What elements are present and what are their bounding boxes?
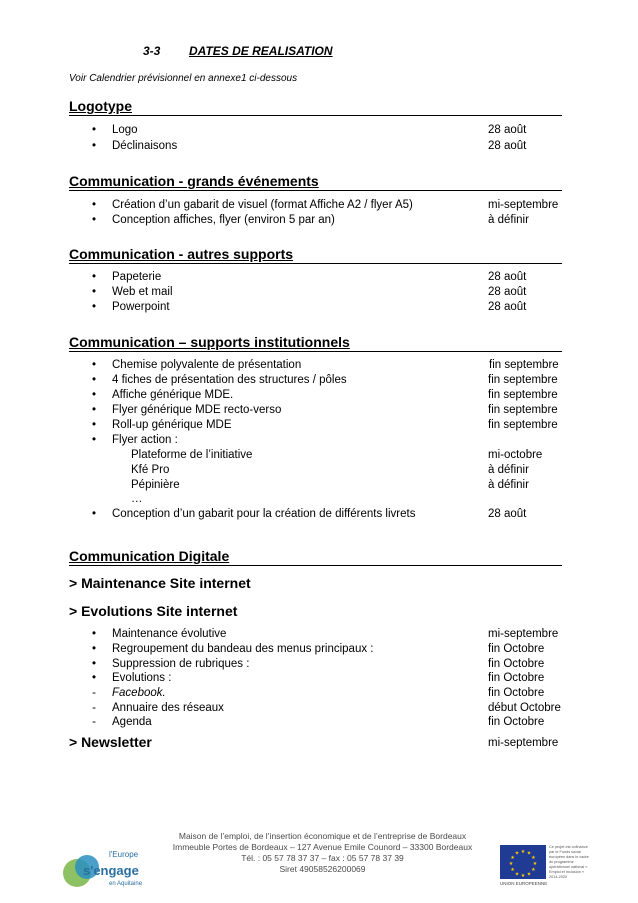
- heading-number: 3-3: [143, 44, 161, 58]
- list-item: • Déclinaisons 28 août: [91, 140, 527, 152]
- svg-text:★: ★: [526, 871, 532, 878]
- svg-text:★: ★: [508, 861, 514, 867]
- maintenance-heading: > Maintenance Site internet: [69, 575, 251, 591]
- eu-flag-logo: [500, 845, 546, 879]
- svg-text:★: ★: [520, 873, 526, 879]
- svg-text:★: ★: [532, 861, 538, 867]
- sub-list-item: …: [131, 493, 143, 505]
- svg-text:s'engage: s'engage: [83, 863, 139, 878]
- newsletter-date: mi-septembre: [488, 737, 559, 749]
- list-item: - Facebook. fin Octobre: [92, 687, 545, 699]
- footer-address: Maison de l’emploi, de l’insertion économique et de l’entreprise de Bordeaux Immeuble Portes de Bordeaux – 127 Avenue Emile Counord – 33300 Bordeaux Tél. : 05 57 78 37 37 – fax : 05 57 78 37 39 Siret 49058526200069: [172, 831, 473, 874]
- newsletter-heading: > Newsletter: [69, 734, 152, 750]
- intro-text: Voir Calendrier prévisionnel en annexe1 ci-dessous: [69, 73, 298, 84]
- list-item: • Conception affiches, flyer (environ 5 par an) à définir: [91, 214, 529, 226]
- list-item: • Flyer générique MDE recto-verso fin septembre: [91, 404, 558, 416]
- section-autres-title: Communication - autres supports: [69, 246, 562, 264]
- evolutions-heading: > Evolutions Site internet: [69, 603, 238, 619]
- sub-list-item: Pépinière à définir: [131, 479, 529, 491]
- svg-text:l'Europe: l'Europe: [109, 850, 139, 859]
- list-item: • Maintenance évolutive mi-septembre: [91, 628, 559, 640]
- eu-caption: UNION EUROPEENNE: [500, 881, 548, 886]
- sub-list-item: Plateforme de l’initiative mi-octobre: [131, 449, 543, 461]
- list-item: • Création d’un gabarit de visuel (format Affiche A2 / flyer A5) mi-septembre: [91, 199, 559, 211]
- svg-text:★: ★: [510, 855, 515, 861]
- list-item: - Annuaire des réseaux début Octobre: [92, 702, 561, 714]
- heading-title: DATES DE REALISATION: [189, 44, 333, 58]
- list-item: • Suppression de rubriques : fin Octobre: [91, 658, 545, 670]
- section-logotype-title: Logotype: [69, 98, 562, 116]
- list-item: • Regroupement du bandeau des menus principaux : fin Octobre: [91, 643, 545, 655]
- svg-text:en Aquitaine: en Aquitaine: [109, 881, 143, 887]
- svg-text:★: ★: [526, 850, 532, 857]
- section-grands-title: Communication - grands événements: [69, 173, 562, 191]
- eu-cofinance-note: Ce projet est cofinancé par le Fonds social européen dans le cadre du programme opérationnel national « Emploi et Inclusion » 2014-2020: [549, 845, 589, 879]
- sub-list-item: Kfé Pro à définir: [131, 464, 529, 476]
- section-institutionnels-title: Communication – supports institutionnels: [69, 334, 562, 352]
- list-item: - Agenda fin Octobre: [92, 716, 545, 728]
- list-item: • Affiche générique MDE. fin septembre: [91, 389, 558, 401]
- list-item: • Web et mail 28 août: [91, 286, 527, 298]
- section-digitale-title: Communication Digitale: [69, 548, 562, 566]
- list-item: • Logo 28 août: [91, 124, 527, 136]
- svg-text:★: ★: [520, 849, 526, 855]
- europe-engage-logo: [57, 845, 155, 891]
- list-item: • Roll-up générique MDE fin septembre: [91, 419, 558, 431]
- list-item: • Evolutions : fin Octobre: [91, 672, 545, 684]
- list-item: • 4 fiches de présentation des structures / pôles fin septembre: [91, 374, 558, 386]
- svg-text:★: ★: [531, 855, 536, 861]
- svg-text:★: ★: [514, 871, 520, 878]
- svg-text:★: ★: [531, 867, 536, 873]
- list-item: • Flyer action :: [91, 434, 178, 446]
- list-item: • Chemise polyvalente de présentation fin septembre: [91, 359, 559, 371]
- svg-text:★: ★: [514, 850, 520, 857]
- svg-text:★: ★: [510, 867, 515, 873]
- list-item: • Powerpoint 28 août: [91, 301, 527, 313]
- list-item: • Papeterie 28 août: [91, 271, 527, 283]
- list-item: • Conception d’un gabarit pour la création de différents livrets 28 août: [91, 508, 527, 520]
